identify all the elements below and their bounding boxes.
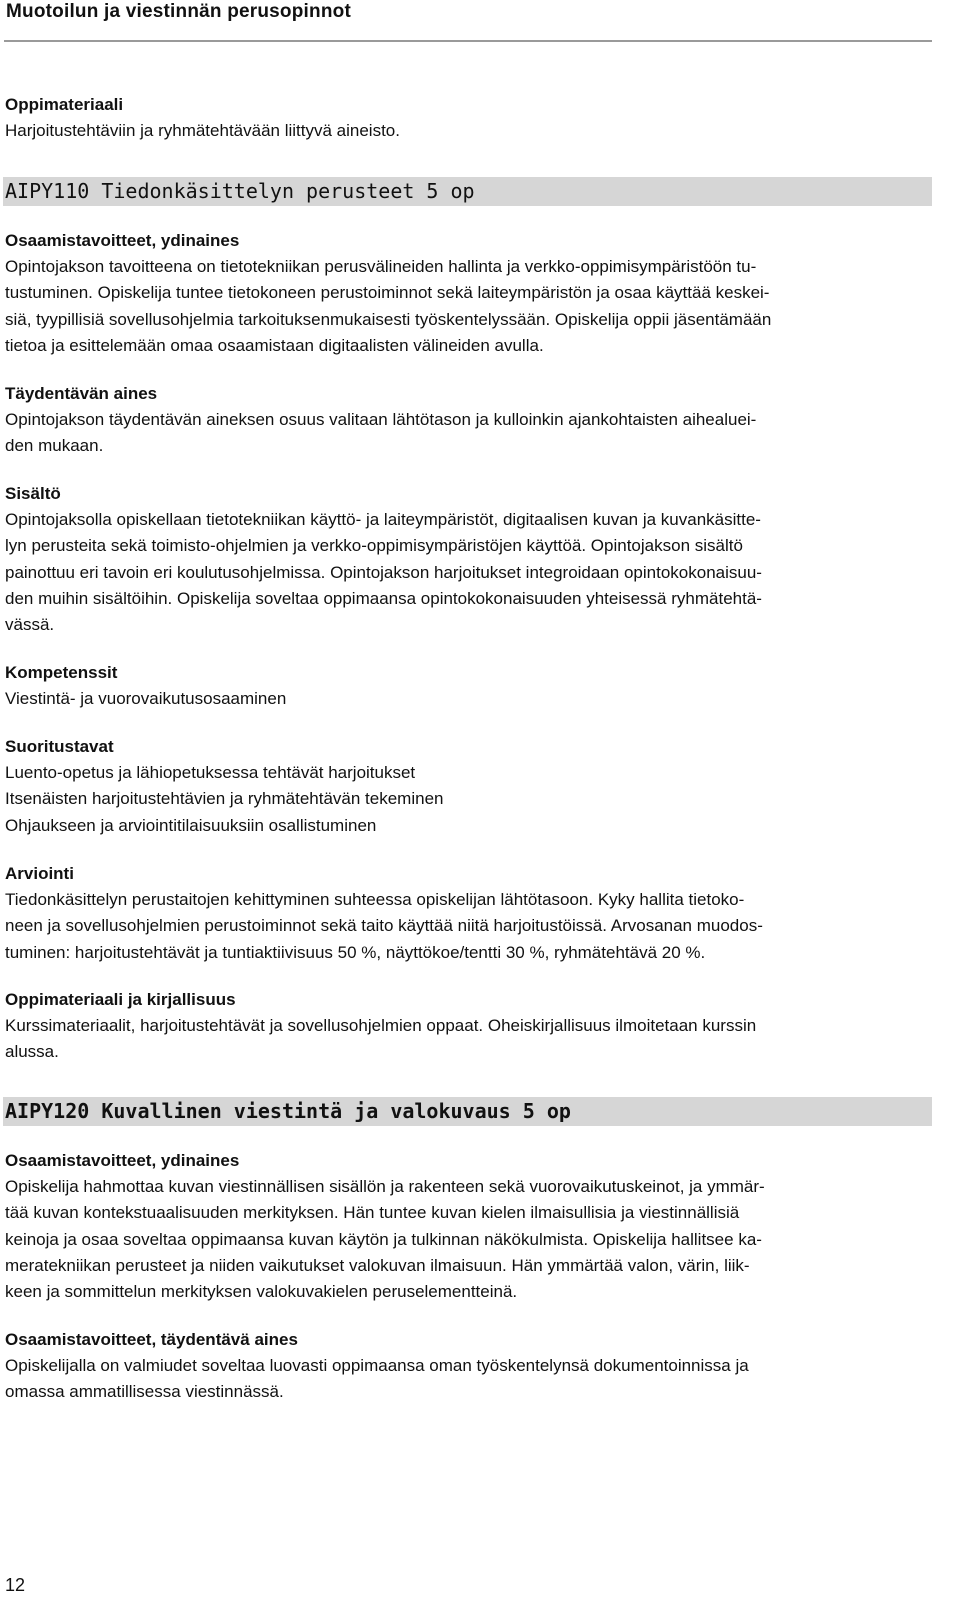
section-label: Täydentävän aines: [5, 384, 158, 403]
section-body: [5, 1174, 927, 1305]
section-body: [5, 254, 927, 359]
section-body: [5, 887, 927, 966]
section-label: Suoritustavat: [5, 737, 114, 756]
text-line: omassa ammatillisessa viestinnässä.: [5, 1382, 284, 1402]
text-line: keen ja sommittelun merkityksen valokuvakielen peruselementteinä.: [5, 1282, 518, 1302]
section-body: [5, 760, 927, 839]
text-line: siä, tyypillisiä sovellusohjelmia tarkoituksenmukaisesti työskentelyssään. Opiskelija oppii jäsentämään: [5, 309, 772, 329]
intro-label: Oppimateriaali: [5, 95, 124, 114]
text-line: Ohjaukseen ja arviointitilaisuuksiin osallistuminen: [5, 815, 377, 835]
text-line: vässä.: [5, 615, 55, 635]
text-line: Opintojakson täydentävän aineksen osuus valitaan lähtötason ja kulloinkin ajankohtaisten aihealuei-: [5, 410, 757, 429]
section-label: Osaamistavoitteet, ydinaines: [5, 1151, 240, 1170]
text-line: Opintojakson tavoitteena on tietotekniikan perusvälineiden hallinta ja verkko-oppimisympäristöön tu-: [5, 257, 757, 276]
text-line: Kurssimateriaalit, harjoitustehtävät ja sovellusohjelmien oppaat. Oheiskirjallisuus ilmoitetaan kurssin: [5, 1016, 757, 1035]
section-label: Oppimateriaali ja kirjallisuus: [5, 990, 236, 1009]
text-line: Tiedonkäsittelyn perustaitojen kehittyminen suhteessa opiskelijan lähtötasoon. Kyky hallita tietoko-: [5, 890, 745, 909]
text-line: Luento-opetus ja lähiopetuksessa tehtävät harjoitukset: [5, 763, 416, 782]
text-line: painottuu eri tavoin eri koulutusohjelmissa. Opintojakson harjoitukset integroidaan opintokokonaisuu-: [5, 562, 762, 582]
text-line: keinoja ja osaa soveltaa oppimaansa kuvan käytön ja tulkinnan näkökulmista. Opiskelija hallitsee ka-: [5, 1229, 762, 1249]
section-body: [5, 686, 927, 712]
section-body: [5, 407, 927, 460]
section-body: [5, 1353, 927, 1406]
page-header: [4, 0, 932, 42]
text-line: tuminen: harjoitustehtävät ja tuntiaktiivisuus 50 %, näyttökoe/tentti 30 %, ryhmätehtävä 20 %.: [5, 942, 706, 962]
section-label: Osaamistavoitteet, täydentävä aines: [5, 1330, 298, 1349]
text-line: den muihin sisältöihin. Opiskelija soveltaa oppimaansa opintokokonaisuuden yhteisessä ryhmätehtä-: [5, 588, 762, 608]
section-label: Osaamistavoitteet, ydinaines: [5, 231, 240, 250]
section-label: Sisältö: [5, 484, 61, 503]
course-heading-aipy120: [3, 1097, 932, 1126]
section-body: [5, 507, 927, 638]
text-line: tää kuvan kontekstuaalisuuden merkityksen. Hän tuntee kuvan kielen ilmaisullisia ja viestinnällisiä: [5, 1203, 740, 1223]
text-line: Opintojaksolla opiskellaan tietotekniikan käyttö- ja laiteympäristöt, digitaalisen kuvan ja kuvankäsitte-: [5, 510, 761, 529]
text-line: tietoa ja esittelemään omaa osaamistaan digitaalisten välineiden avulla.: [5, 335, 544, 355]
text-line: lyn perusteita sekä toimisto-ohjelmien ja verkko-oppimisympäristöjen käyttöä. Opintojakson sisältö: [5, 536, 743, 556]
page-header-title: Muotoilun ja viestinnän perusopinnot: [6, 1, 351, 22]
text-line: Itsenäisten harjoitustehtävien ja ryhmätehtävän tekeminen: [5, 789, 444, 809]
course-title: AIPY110 Tiedonkäsittelyn perusteet 5 op: [5, 179, 475, 203]
section-label: Kompetenssit: [5, 663, 118, 682]
section-body: [5, 1013, 927, 1066]
intro-text: Harjoitustehtäviin ja ryhmätehtävään liittyvä aineisto.: [5, 121, 400, 140]
text-line: neen ja sovellusohjelmien perustoiminnot sekä taito käyttää niitä harjoitustöissä. Arvosanan muodos-: [5, 916, 763, 936]
text-line: Opiskelijalla on valmiudet soveltaa luovasti oppimaansa oman työskentelynsä dokumentoinnissa ja: [5, 1356, 749, 1375]
page-number: 12: [5, 1575, 26, 1595]
text-line: alussa.: [5, 1042, 59, 1062]
course-heading-aipy110: [3, 177, 932, 206]
text-line: tustuminen. Opiskelija tuntee tietokoneen perustoiminnot sekä laiteympäristön ja osaa käyttää keskei-: [5, 283, 770, 303]
text-line: Viestintä- ja vuorovaikutusosaaminen: [5, 689, 287, 708]
text-line: meratekniikan perusteet ja niiden vaikutukset valokuvan ilmaisuun. Hän ymmärtää valon, värin, liik-: [5, 1255, 750, 1275]
text-line: Opiskelija hahmottaa kuvan viestinnällisen sisällön ja rakenteen sekä vuorovaikutuskeinot, ja ymmär-: [5, 1177, 765, 1196]
course-title: AIPY120 Kuvallinen viestintä ja valokuvaus 5 op: [5, 1099, 571, 1123]
text-line: den mukaan.: [5, 436, 104, 456]
section-label: Arviointi: [5, 864, 74, 883]
